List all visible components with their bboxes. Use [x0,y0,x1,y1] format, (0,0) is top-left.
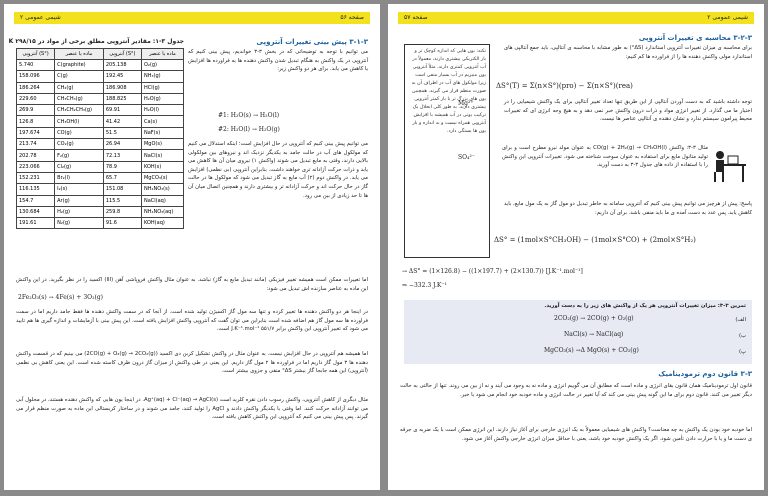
exercise-desk-icon [706,148,750,184]
right-section-title: ۳-۲-۳ محاسبه ی تغییرات آنتروپی [638,34,752,42]
exercise-c-label: پ) [738,349,746,355]
table-row [17,93,184,104]
table-row [17,150,184,161]
result-equation-2: ⇒ −332.3 J.K⁻¹ [402,282,447,289]
right-section-title-2: ۳-۳ قانون دوم ترمودینامیک [658,370,752,378]
table-cell: NaCl(aq) [141,195,183,206]
table-header-row [17,49,184,60]
table-cell: CO(g) [55,127,104,138]
table-row [17,116,184,127]
table-row [17,161,184,172]
table-cell: CO₂(g) [55,139,104,150]
right-para-6: اما خودبه خود بودن یک واکنش به چه معناست؟ واکنش های شیمیایی معمولاً به یک انرژی خارجی برای آغاز نیاز دارند. این انرژی ممکن است با یک ضربه ی جرقه ی دست ما و یا با حرارت دادن تأمین شود. اگر یک واکنش خودبه خود باشد، یعنی با حداقل میزان انرژی خارجی واکنش آغاز می شود. [400,427,752,442]
table-cell: 115.5 [103,195,141,206]
table-row [17,127,184,138]
table-cell: 202.78 [17,150,55,161]
left-section-title: ۳-۱-۳ پیش بینی تغییرات آنتروپی [256,38,368,46]
table-cell: 72.13 [103,150,141,161]
table-row [17,206,184,217]
table-cell: NaCl(s) [141,150,183,161]
table-cell: 151.08 [103,184,141,195]
exercise-c-equation: MgCO₃(s) →Δ MgO(s) + CO₂(g) [544,347,639,354]
table-cell: Ar(g) [55,195,104,206]
table-cell: 229.60 [17,93,55,104]
table-cell: MgO(s) [141,139,183,150]
table-cell: CH₃OH(l) [55,116,104,127]
left-para-5: اما همیشه هم آنتروپی در حال افزایش نیست. به عنوان مثال در واکنش تشکیل کربن دی اکسید (2CO(g) + O₂(g) → 2CO₂(g)) می بینیم که در قسمت واکنش دهنده ها ۳ مول گاز داریم اما در فراورده ها ۲ مول گاز داریم. این یعنی در طی واکنش از میزان گاز درون ظرف کاسته شده است. این یعنی کاهش بی نظمی (آنتروپی) این همه جابجا گاز بیشتر ΔS° منفی و جزوی بیشتر است. [16,351,368,375]
table-cell: 126.8 [17,116,55,127]
table-cell: CH₃CH₃(g) [55,93,104,104]
table-cell: H₂(g) [55,206,104,217]
table-cell: Cl₂(g) [55,161,104,172]
ion-so4: SO₄²⁻ [458,154,476,161]
example-equation: ΔS° = (1mol×S°CH₃OH) − (1mol×S°CO) + (2mol×S°H₂) [494,236,696,244]
table-cell: 205.138 [103,60,141,71]
table-cell: 188.825 [103,93,141,104]
left-page-number: صفحه ۵۶ [340,14,364,21]
table-cell: 223.066 [17,161,55,172]
table-cell: 154.7 [17,195,55,206]
table-cell: 259.8 [103,206,141,217]
exercise-a-label: الف) [735,317,746,323]
table-cell: 191.61 [17,218,55,229]
table-cell: KOH(s) [141,161,183,172]
note-box [404,44,490,258]
right-page [388,4,764,490]
table-cell: 78.9 [103,161,141,172]
table-cell: 41.42 [103,116,141,127]
table-cell: 186.264 [17,82,55,93]
table-cell: 269.9 [17,105,55,116]
table-cell: N₂(g) [55,218,104,229]
right-page-header [398,12,754,24]
right-para-5: قانون اول ترمودینامیک همان قانون بقای انرژی و ماده است که مطابق آن می گوییم انرژی و ماده نه به وجود می آیند و نه از بین می روند. تنها از حالتی به حالت دیگر تغییر می کنند. قانون دوم برای ما این گونه پیش بینی می کند که آیا تغییر در حالت انرژی و ماده خودبه خود انجام می شود یا خیر. [400,383,752,398]
right-para-1: برای محاسبه ی میزان تغییرات آنتروپی استاندارد (ΔS°) به طور مشابه با محاسبه ی آنتالپی، باید جمع آنتالپی های استاندارد مولی واکنش دهنده ها را از فراورده ها کم کنیم: [504,45,752,60]
table-cell: 91.6 [103,218,141,229]
table-cell: Br₂(l) [55,172,104,183]
left-para-2: می توانیم پیش بینی کنیم که آنتروپی در حال افزایش است؛ اینکه استدلال می کنیم که مولکول های آب در حالت جامد به یکدیگر نزدیک اند و نیروهای بین مولکولی بالایی دارند، وقتی به مایع تبدیل می شوند (واکنش ۱) نیروی میان آن ها کاهش می یابد و ذرات حرکت آزادانه تری خواهند داشت. بنابراین آنتروپی (بی نظمی) افزایش می یابد. در واکنش دوم (۲) آب مایع به گاز تبدیل می شود که مولکول ها در حالت گاز در حال حرکت اند و حرکت آزادانه تر و بیشتری دارند و همچنین اتصال میان آن ها تا حد زیادی از بین می رود. [188,141,369,199]
table-row [17,184,184,195]
table-cell: 213.74 [17,139,55,150]
table-cell: CH₃CH₂CH₃(g) [55,105,104,116]
right-para-3: مثال ۳-۳: واکنش CO(g) + 2H₂(g) → CH₃OH(l) به عنوان مولد نیرو مطرح است و برای تولید متانول مایع برای استفاده به عنوان سوخت شناخته می شود. تغییرات آنتروپی این واکنش را با استفاده از داده های جدول ۳-۳ به دست آورید. [502,145,708,169]
table-header-cell: آنتروپی (S°) [17,49,55,60]
exercise-b-equation: NaCl(s) → NaCl(aq) [564,331,624,338]
left-para-3: اما تغییرات ممکن است همیشه تغییر فیزیکی (مانند تبدیل مایع به گاز) نباشد. به عنوان مثال واکنش فروپاشی آهن (III) اکسید را در نظر بگیرید. در این واکنش این ماده به عناصر سازنده اش تبدیل می شود: [16,277,368,292]
table-cell: 65.7 [103,172,141,183]
exercise-box [404,300,752,364]
table-cell: O₂(g) [141,60,183,71]
table-cell: F₂(g) [55,150,104,161]
table-cell: CH₄(g) [55,82,104,93]
ion-mg: Mg²⁺ [458,100,474,107]
table-row [17,82,184,93]
table-row [17,172,184,183]
table-row [17,60,184,71]
table-row [17,195,184,206]
result-equation-1: → ΔS° = (1×126.8) − ((1×197.7) + (2×130.7)) [J.K⁻¹.mol⁻¹] [402,268,583,275]
table-header-cell: ماده یا عنصر [141,49,183,60]
table-cell: I₂(s) [55,184,104,195]
table-cell: NH₄NO₃(s) [141,184,183,195]
note-text: نکته: یون هایی که اندازه کوچک تر و بار الکتریکی بیشتری دارند، معمولاً در آب آنتروپی کمتری دارند. مثلاً آنتروپی یون منیزیم در آب بسیار منفی است زیرا مولکول های آب در اطراف آن به صورت منظم قرار می گیرند. همچنین یون های بزرگ تر با بار کمتر آنتروپی بیشتری دارند. به طور کلی انحلال یک ترکیب یونی در آب همیشه با افزایش آنتروپی همراه نیست و به اندازه و بار یون ها بستگی دارد. [411,49,486,134]
table-cell: 158.096 [17,71,55,82]
exercise-a-equation: 2CO₂(g) → 2CO(g) + O₂(g) [554,315,634,322]
table-cell: 152.231 [17,172,55,183]
table-header-cell: آنتروپی (S°) [103,49,141,60]
equation-2: #2: H₂O(l) → H₂O(g) [218,126,280,133]
table-cell: C(g) [55,71,104,82]
equation-3: 2Fe₂O₃(s) → 4Fe(s) + 3O₂(g) [18,294,104,301]
table-cell: 186.908 [103,82,141,93]
table-cell: C(graphite) [55,60,104,71]
table-cell: 5.740 [17,60,55,71]
entropy-table [16,48,184,229]
table-cell: 116.135 [17,184,55,195]
table-cell: NaF(s) [141,127,183,138]
right-page-number: صفحه ۵۷ [404,14,428,21]
general-entropy-equation: ΔS°(T) = Σ(n×S°)(pro) − Σ(n×S°)(rea) [496,82,633,90]
table-header-cell: ماده یا عنصر [55,49,104,60]
table-row [17,105,184,116]
table-cell: HCl(g) [141,82,183,93]
table-cell: 130.684 [17,206,55,217]
right-chapter-title: شیمی عمومی ۲ [707,14,748,21]
right-para-4: پاسخ: پیش از هرچیز می توانیم پیش بینی کنیم که آنتروپی سامانه به خاطر تبدیل دو مول گاز به یک مول مایع، باید کاهش یابد. پس عدد به دست آمده ی ما باید منفی باشد. برای آن داریم: [504,201,752,216]
exercise-title: تمرین ۳-۳: میزان تغییرات آنتروپی هر یک از واکنش های زیر را به دست آورید. [544,303,746,309]
equation-1: #1: H₂O(s) → H₂O(l) [218,112,280,119]
left-page-header [14,12,370,24]
table-cell: 26.94 [103,139,141,150]
table-row [17,218,184,229]
left-para-1: می توانیم با توجه به توضیحاتی که در بخش ۳-۳ خواندیم، پیش بینی کنیم که آنتروپی در یک واکنش به هنگام تبدیل شدن واکنش دهنده ها به فراورده ها افزایش یا کاهش می یابد. برای هر دو واکنش زیر: [188,49,368,73]
table-cell: 192.45 [103,71,141,82]
left-para-6: مثال دیگری از کاهش آنتروپی، واکنش رسوب دادن نقره کلرید است Ag⁺(aq) + Cl⁻(aq) → AgCl(s). در اینجا یون هایی که واکنش دهنده هستند، در محلول آبی می توانند آزادانه حرکت کنند. اما وقتی با یکدیگر واکنش دادند و AgCl را تولید کنند، جامد می شوند و در ساختار کریستالی این ماده به صورت منظم قرار می گیرند. پس پیش بینی می کنیم که آنتروپی این واکنش کاهش یافته است. [16,397,369,421]
table-cell: 69.91 [103,105,141,116]
table-cell: 51.5 [103,127,141,138]
table-cell: 197.674 [17,127,55,138]
left-chapter-title: شیمی عمومی ۲ [20,14,61,21]
table-row [17,139,184,150]
table-cell: NH₄NO₃(aq) [141,206,183,217]
table-cell: MgCO₃(s) [141,172,183,183]
table-cell: H₂O(g) [141,93,183,104]
exercise-b-label: ب) [738,333,746,339]
table-row [17,71,184,82]
right-para-2: توجه داشته باشید که به دست آوردن آنتالپی از این طریق تنها تعداد تغییر آنتالپی برای یک واکنش شیمیایی را در اختیار ما می گذارد. از تغییر انرژی مواد و ذرات درون واکنش خبر نمی دهد و به هیچ وجه انرژی ای که تغییرات محیط پیرامون سیستم ندارد و نشان دهنده ی آنتالپی عناصر ها نیست. [504,99,752,123]
left-para-4: در اینجا هر دو واکنش دهنده ها تغییر کرده و تنها سه مول گاز اکسیژن تولید شده است. از آنجا که در سمت واکنش دهنده ها فقط جامد داریم اما در سمت فراورده ها سه مول گاز هم اضافه شده است بنابراین می توان گفت که آنتروپی واکنش افزایش یافته است. این پیش بینی با آزمایشات و اندازه گیری ها هم تایید می شود که تغییر آنتروپی این واکنش برابر ۵۵۱/۷ J.K⁻¹.mol⁻¹ است. [16,309,368,333]
table-cell: H₂O(l) [141,105,183,116]
table-cell: NH₃(g) [141,71,183,82]
table-cell: KOH(aq) [141,218,183,229]
table-caption: جدول ۳-۱: مقادیر آنتروپی مطلق برخی از مواد در ۲۹۸/۱۵ K [8,38,184,45]
table-cell: Ca(s) [141,116,183,127]
left-page [4,4,380,490]
